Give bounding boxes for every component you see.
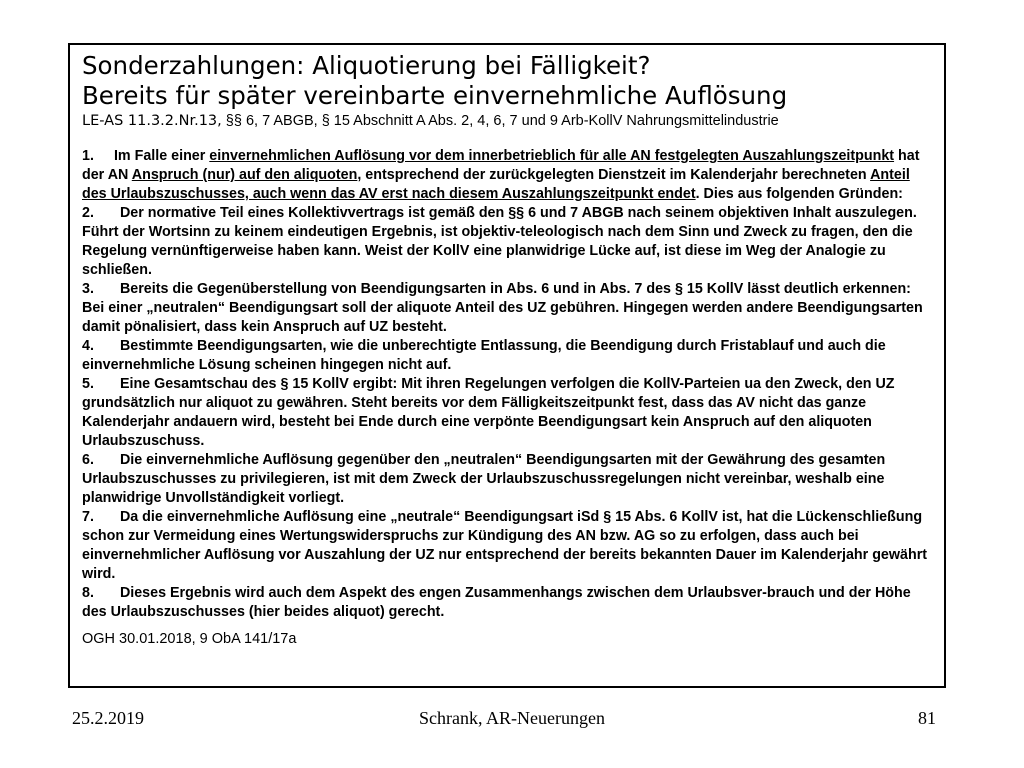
paragraph-text: , entsprechend der zurückgelegten Dienstzeit im Kalenderjahr berechneten [357, 167, 871, 183]
paragraph-8 [82, 584, 934, 622]
paragraph-text: . Dies aus folgenden Gründen: [695, 186, 903, 202]
paragraph-7 [82, 508, 934, 584]
paragraph-number: 8. [82, 585, 94, 601]
slide-title-line-2: Bereits für später vereinbarte einvernehmliche Auflösung [82, 81, 788, 110]
paragraph-6 [82, 451, 934, 508]
paragraph-2 [82, 204, 934, 280]
paragraph-1 [82, 147, 934, 204]
paragraph-text: hat der AN [82, 148, 920, 183]
paragraph-number: 2. [82, 205, 94, 221]
paragraph-5 [82, 375, 934, 451]
paragraph-number: 3. [82, 281, 94, 297]
footer-author-title: Schrank, AR-Neuerungen [419, 708, 605, 728]
underlined-text: Anteil des Urlaubszuschusses, auch wenn das AV erst nach diesem Auszahlungszeitpunkt endet [82, 167, 910, 202]
underlined-text: einvernehmlichen Auflösung vor dem innerbetrieblich für alle AN festgelegten Auszahlungszeitpunkt [209, 148, 895, 164]
paragraph-number: 5. [82, 376, 94, 392]
paragraph-text: Eine Gesamtschau des § 15 KollV ergibt: Mit ihren Regelungen verfolgen die KollV-Parteien ua den Zweck, den UZ grundsätzlich nur aliquot zu gewähren. Steht bereits vor dem Fälligkeitszeitpunkt fest, dass das AV nicht das ganze Kalenderjahr andauern wird, besteht bei Ende durch eine verpönte Beendigungsart kein Anspruch auf den aliquoten Urlaubszuschuss. [82, 376, 895, 449]
paragraph-text: Bereits die Gegenüberstellung von Beendigungsarten in Abs. 6 und in Abs. 7 des § 15 KollV lässt deutlich erkennen: Bei einer „neutralen“ Beendigungsart soll der aliquote Anteil des UZ gebühren. Hingegen werden andere Beendigungsarten damit pönalisiert, dass kein Anspruch auf UZ besteht. [82, 281, 923, 335]
paragraph-text: Dieses Ergebnis wird auch dem Aspekt des engen Zusammenhangs zwischen dem Urlaubsver-brauch und der Höhe des Urlaubszuschusses (hier beides aliquot) gerecht. [82, 585, 911, 620]
paragraph-4 [82, 337, 934, 375]
slide-title-line-1: Sonderzahlungen: Aliquotierung bei Fälligkeit? [82, 51, 651, 80]
paragraph-text: Der normative Teil eines Kollektivvertrags ist gemäß den §§ 6 und 7 ABGB nach seinem objektiven Inhalt auszulegen. Führt der Wortsinn zu keinem eindeutigen Ergebnis, ist objektiv-teleologisch nach dem Sinn und Zweck zu fragen, den die Regelung vernünftigerweise haben kann. Weist der KollV eine planwidrige Lücke auf, ist diese im Weg der Analogie zu schließen. [82, 205, 917, 278]
paragraph-text: Bestimmte Beendigungsarten, wie die unberechtigte Entlassung, die Beendigung durch Fristablauf und auch die einvernehmliche Lösung scheinen hingegen nicht auf. [82, 338, 886, 373]
reference-prefix: LE-AS 11.3.2.Nr.13, [82, 113, 222, 129]
paragraph-text: Im Falle einer [113, 148, 210, 164]
reasoning-text [82, 147, 934, 622]
paragraph-number: 1. [82, 148, 94, 164]
reference-rest: §§ 6, 7 ABGB, § 15 Abschnitt A Abs. 2, 4, 6, 7 und 9 Arb-KollV Nahrungsmittelindustrie [221, 113, 779, 129]
court-citation: OGH 30.01.2018, 9 ObA 141/17a [82, 631, 297, 647]
paragraph-number: 7. [82, 509, 94, 525]
underlined-text: Anspruch (nur) auf den aliquoten [131, 167, 358, 183]
paragraph-number: 4. [82, 338, 94, 354]
paragraph-number: 6. [82, 452, 94, 468]
paragraph-3 [82, 280, 934, 337]
paragraph-text: Da die einvernehmliche Auflösung eine „neutrale“ Beendigungsart iSd § 15 Abs. 6 KollV ist, hat die Lückenschließung schon zur Vermeidung eines Wertungswiderspruchs zur Kündigung des AN bzw. AG so zu erfolgen, dass auch bei einvernehmlicher Auflösung vor Auszahlung der UZ nur entsprechend der bereits bekannten Dauer im Kalenderjahr gewährt wird. [82, 509, 928, 582]
footer-date: 25.2.2019 [72, 708, 144, 728]
legal-reference [82, 112, 934, 130]
paragraph-text: Die einvernehmliche Auflösung gegenüber den „neutralen“ Beendigungsarten mit der Gewährung des gesamten Urlaubszuschusses zu privilegieren, ist mit dem Zweck der Urlaubszuschussregelungen nicht vereinbar, weshalb eine planwidrige Unvollständigkeit vorliegt. [82, 452, 886, 506]
slide-content-box [68, 43, 946, 688]
footer-page-number: 81 [918, 708, 936, 728]
